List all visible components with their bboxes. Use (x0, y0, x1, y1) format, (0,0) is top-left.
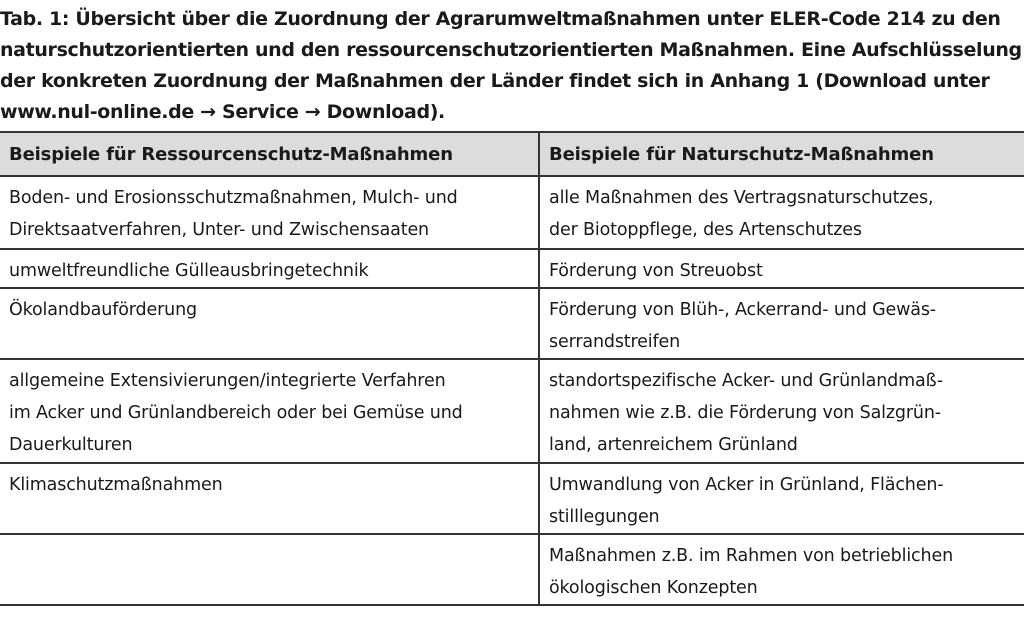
table-row (0, 359, 1024, 463)
cell-ressourcenschutz (0, 249, 539, 288)
cell-line: Boden- und Erosionsschutzmaßnahmen, Mulch- und (9, 188, 458, 208)
cell-line: Maßnahmen z.B. im Rahmen von betrieblichen (549, 546, 954, 566)
cell-ressourcenschutz (0, 359, 539, 463)
table-row (0, 534, 1024, 605)
cell-line: der Biotoppflege, des Artenschutzes (549, 220, 862, 240)
cell-naturschutz (539, 463, 1024, 534)
cell-line: umweltfreundliche Gülleausbringetechnik (9, 261, 369, 281)
cell-line: Direktsaatverfahren, Unter- und Zwischensaaten (9, 220, 429, 240)
table-caption (0, 4, 1024, 128)
cell-line: Ökolandbauförderung (9, 300, 197, 320)
cell-line: ökologischen Konzepten (549, 578, 758, 598)
column-header-ressourcenschutz: Beispiele für Ressourcenschutz-Maßnahmen (0, 132, 539, 176)
cell-naturschutz (539, 249, 1024, 288)
table-row (0, 176, 1024, 249)
column-header-naturschutz: Beispiele für Naturschutz-Maßnahmen (539, 132, 1024, 176)
caption-line: naturschutzorientierten und den ressourcenschutzorientierten Maßnahmen. Eine Aufschlüsselung (0, 39, 1022, 61)
cell-line: stilllegungen (549, 507, 660, 527)
cell-line: Dauerkulturen (9, 435, 133, 455)
table-header-row (0, 132, 1024, 176)
cell-line: serrandstreifen (549, 332, 681, 352)
measures-table (0, 131, 1024, 606)
caption-line: www.nul-online.de → Service → Download). (0, 101, 445, 123)
cell-line: land, artenreichem Grünland (549, 435, 798, 455)
cell-line: Förderung von Blüh-, Ackerrand- und Gewäs- (549, 300, 936, 320)
caption-line: der konkreten Zuordnung der Maßnahmen der Länder findet sich in Anhang 1 (Download unter (0, 70, 990, 92)
table-row (0, 463, 1024, 534)
cell-naturschutz (539, 176, 1024, 249)
cell-ressourcenschutz (0, 176, 539, 249)
table-row (0, 249, 1024, 288)
cell-ressourcenschutz (0, 463, 539, 534)
cell-ressourcenschutz-empty (0, 534, 539, 605)
cell-line: Umwandlung von Acker in Grünland, Flächen- (549, 475, 944, 495)
caption-line: Tab. 1: Übersicht über die Zuordnung der Agrarumweltmaßnahmen unter ELER-Code 214 zu den (0, 8, 1001, 30)
cell-naturschutz (539, 534, 1024, 605)
cell-line: standortspezifische Acker- und Grünlandmaß- (549, 371, 943, 391)
cell-line: Förderung von Streuobst (549, 261, 763, 281)
cell-line: allgemeine Extensivierungen/integrierte Verfahren (9, 371, 446, 391)
cell-line: nahmen wie z.B. die Förderung von Salzgrün- (549, 403, 941, 423)
cell-naturschutz (539, 288, 1024, 359)
cell-line: im Acker und Grünlandbereich oder bei Gemüse und (9, 403, 463, 423)
cell-line: Klimaschutzmaßnahmen (9, 475, 223, 495)
table-row (0, 288, 1024, 359)
cell-ressourcenschutz (0, 288, 539, 359)
cell-naturschutz (539, 359, 1024, 463)
cell-line: alle Maßnahmen des Vertragsnaturschutzes, (549, 188, 934, 208)
